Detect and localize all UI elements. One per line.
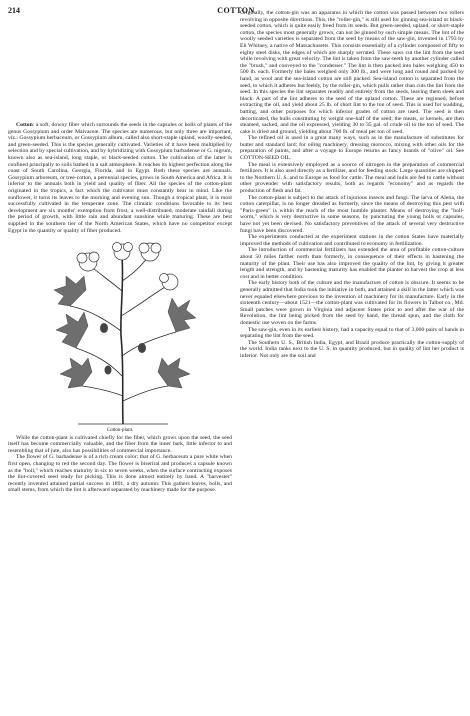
body-paragraph: The meal is extensively employed as a source of nitrogen in the preparation of commercial fertilizers. It is also used directly as a fertilizer, and for feeding stock. Large quantities are shipped to the Northern U. S. and to Europe as food for cattle. The meal and hulls are fed to cattle without other provender with satisfactory results, both as regards "economy" and as regards the production of flesh and fat. — [240, 161, 464, 195]
page — [6, 4, 466, 712]
entry-paragraph — [8, 122, 232, 234]
page-number: 214 — [8, 6, 20, 15]
left-column — [8, 20, 232, 494]
body-paragraph: The early history both of the culture and the manufacture of cotton is obscure. It seems to be generally admitted that India took the initiative in both, and attained a skill in the latter which was never equaled elsewhere previous to the invention of machinery for its manufacture. Early in the sixteenth century—about 1521—the cotton-plant was cultivated for its flowers in Talbot co., Md. Small patches were grown in Virginia and adjacent States prior to and after the war of the Revolution, the lint being picked from the seed by hand, the thread spun, and the cloth for domestic use woven on the farms. — [240, 280, 464, 326]
running-head: COTTON — [217, 6, 255, 15]
body-paragraph: The introduction of commercial fertilizers has extended the area of profitable cotton-culture about 50 miles farther north than formerly, in consequence of their effects in hastening the maturity of the plant. Their use has also improved the quality of the lint, by giving it greater length and strength, and by hastening maturity has enabled the planter to harvest the crop at less cost and in better condition. — [240, 247, 464, 280]
body-paragraph: The Southern U. S., British India, Egypt, and Brazil produce practically the cotton-supply of the world. India ranks next to the U. S. in quantity produced, but in quality of lint her product is inferior. Not only are the soil and — [240, 339, 464, 359]
body-paragraph: The saw-gin, even in its earliest history, had a capacity equal to that of 3,000 pairs of hands in separating the lint from the seed. — [240, 326, 464, 340]
body-paragraph: The experiments conducted at the experiment stations in the cotton States have materially improved the methods of cultivation and contributed to economy in fertilization. — [240, 234, 464, 247]
top-blank-area — [8, 20, 232, 122]
entry-text: : a soft, downy fiber which surrounds the seeds in the capsules or bolls of plants of the genus Gossypium and order Malvaceæ. The species are numerous, but only three are important, viz.: Gossypium herbaceum, or Gossypium album, called also short-staple upland, woolly-seeded, and green-seeded. This is the species generally cultivated. Varieties of it have been multiplied by selection and by special cultivation, and by hybridizing with Gossypium barbadense or G. nigrum, known also as sea-island, long staple, or black-seeded cotton. The cultivation of the latter is confined principally to soils bathed in a salt atmosphere. It reaches its highest perfection along the coast of South Carolina, Georgia, Florida, and in Egypt. Both these species are annuals. Gossypium arboreum, or tree-cotton, a perennial species, grows in South America and Africa. It is inferior to the annuals both in yield and quality of fiber. All the species of the cotton-plant originated in the tropics, a fact which the cultivator must constantly bear in mind. Like the sunflower, it turns its leaves to the morning and evening sun. Though a tropical plant, it is most successfully cultivated in the temperate zone. The climatic conditions favorable to its best development are six months' exemption from frost, a well-distributed, moderate rainfall during the period of growth, with little rain and abundant sunshine while maturing. These are best supplied in the southern tier of the North American States, which have no competitor except Egypt in the quantity or quality of fiber produced. — [8, 122, 232, 234]
figure-caption: Cotton-plant. — [106, 428, 134, 434]
right-column — [240, 10, 464, 359]
body-paragraph: The cotton-plant is subject to the attack of injurious insects and fungi. The larva of Aletia, the cotton caterpillar, is no longer dreaded as formerly, since the means of destroying this pest with "Paris-green" is within the reach of the most humble planter. Means of destroying the "boll-worm," which is very destructive in some seasons, by puncturing the young bolls or capsules, have not yet been devised. No satisfactory preventives of the attack of several very destructive fungi have been discovered. — [240, 194, 464, 234]
entry-term: Cotton — [16, 122, 33, 128]
body-paragraph: The refined oil is used in a great many ways, such as in the manufacture of substitutes for butter and standard lard; for oiling machinery, dressing morocco, mixing with other oils for the preparation of paints, and after a voyage to Europe returns as fancy brands of "olive" oil. See COTTON-SEED OIL. — [240, 135, 464, 162]
cotton-plant-illustration — [38, 236, 208, 426]
body-paragraph: While the cotton-plant is cultivated chiefly for the fiber, which grows upon the seed, the seed itself has become commercially valuable, and the fiber from the inner bark, little inferior to and resembling that of jute, also has possibilities of commercial importance. — [8, 434, 232, 454]
cotton-plant-figure — [8, 236, 232, 428]
body-paragraph: The flower of G. barbadense is of a rich cream color; that of G. herbaceum a pure white when first open, changing to red the second day. The flower is biseriral and produces a capsule known as the "boll," which reaches maturity in six to seven weeks, when the surface contracting exposes the lint-covered seed ready for picking. This is done almost entirely by hand. A "harvester" recently invented attained partial success in 1891, a dry autumn. This gathers leaves, bolls, and small stems, from which the lint is afterward separated by machinery made for the purpose. — [8, 454, 232, 494]
body-paragraph: Originally, the cotton-gin was an apparatus in which the cotton was passed between two rollers revolving in opposite directions. This, the "roller-gin," is still used for ginning sea-island or black-seeded cotton, which is quite easily freed from its seeds. But green-seeded, upland, or short-staple cotton, the species most generally grown, can not be ginned by such simple means. The lint of the woolly seeded varieties is separated from the seed by means of the saw-gin, invented in 1793 by Eli Whitney, a native of Massachusetts. This consists essentially of a cylinder composed of fifty to eighty steel disks, the edges of which are sharply serrated. These saws cut the lint from the seed while revolving with great velocity. The lint is taken from the saw-teeth by another cylinder called the "brush," and conveyed to the "condenser." The lint is then packed into bales weighing 450 to 500 lb. each. Formerly the bales weighed only 300 lb., and were long and round and packed by hand, as wool and the sea-island cotton are still packed. Sea-island cotton is separated from the seed, to which it adheres but feebly, by the roller-gin, which pulls rather than cuts the lint from the seed. In this species the lint separates readily and entirely from the seeds, leaving them sleek and black. A part of the lint adheres to the seed of the upland cotton. These are reginned, before extracting the oil, and yield about 25 lb. of short lint to the ton of seed. This is used for wadding, batting, and other purposes for which inferior grades of cotton are used. The seed is then decorticated, the hulls constituting by weight one-half of the seed; the meats, or kernels, are then steamed, sacked, and the oil expressed, yielding 30 to 35 gal. of crude oil to the ton of seed. The cake is dried and ground, yielding about 700 lb. of meal per ton of seed. — [240, 10, 464, 135]
